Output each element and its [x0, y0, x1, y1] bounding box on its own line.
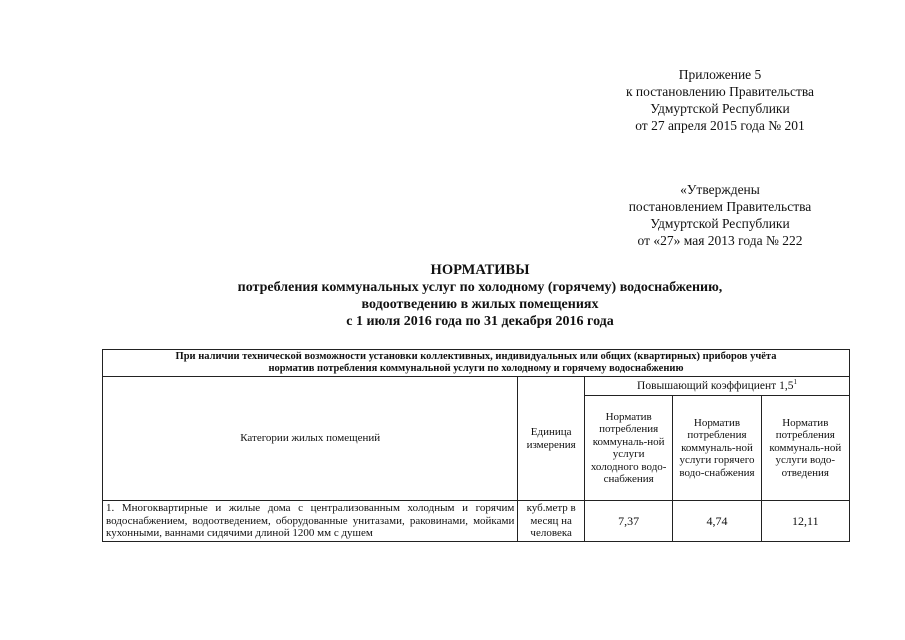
column-header-cold-water: Норматив потребления коммуналь-ной услуги холодного водо-снабжения — [585, 396, 673, 501]
coefficient-footnote-mark: 1 — [793, 377, 797, 386]
row-value-hot: 4,74 — [673, 501, 761, 542]
annex-line-1: Приложение 5 — [678, 67, 762, 82]
row-category: 1. Многоквартирные и жилые дома с централизованным холодным и горячим водоснабжением, водоотведением, оборудованные унитазами, раковинами, мойками кухонными, ваннами сидячими длиной 1200 мм с душем — [103, 501, 518, 542]
column-header-category: Категории жилых помещений — [103, 377, 518, 501]
column-header-unit: Единица измерения — [518, 377, 585, 501]
row-value-cold: 7,37 — [585, 501, 673, 542]
header-note-line-1: При наличии технической возможности установки коллективных, индивидуальных или общих (квартирных) приборов учёта — [175, 351, 777, 362]
table-row — [103, 501, 850, 542]
header-note-line-2: норматив потребления коммунальной услуги по холодному и горячему водоснабжению — [268, 363, 684, 374]
approved-line-1: «Утверждены — [680, 182, 760, 197]
annex-line-2: к постановлению Правительства — [625, 84, 815, 99]
coefficient-row — [103, 377, 850, 396]
approved-line-2: постановлением Правительства — [628, 199, 812, 214]
annex-line-3: Удмуртской Республики — [650, 101, 790, 116]
column-header-hot-water: Норматив потребления коммуналь-ной услуги горячего водо-снабжения — [673, 396, 761, 501]
approved-line-4: от «27» мая 2013 года № 222 — [637, 233, 803, 248]
title-line-4: с 1 июля 2016 года по 31 декабря 2016 года — [346, 314, 614, 329]
table-header-note — [103, 350, 850, 377]
column-header-drainage: Норматив потребления коммуналь-ной услуги водо-отведения — [761, 396, 849, 501]
title-line-3: водоотведению в жилых помещениях — [361, 297, 599, 312]
approval-stamp-text — [560, 181, 880, 249]
annex-line-4: от 27 апреля 2015 года № 201 — [635, 118, 805, 133]
title-line-2: потребления коммунальных услуг по холодному (горячему) водоснабжению, — [237, 280, 723, 295]
coefficient-label: Повышающий коэффициент 1,5 — [637, 379, 794, 392]
title-main: НОРМАТИВЫ — [430, 262, 530, 278]
row-unit: куб.метр в месяц на человека — [518, 501, 585, 542]
coefficient-header — [585, 377, 850, 396]
approved-line-3: Удмуртской Республики — [650, 216, 790, 231]
annex-reference — [560, 66, 880, 134]
row-value-drain: 12,11 — [761, 501, 849, 542]
document-title — [150, 262, 810, 330]
table-header-note-row — [103, 350, 850, 377]
norms-table — [102, 349, 850, 542]
